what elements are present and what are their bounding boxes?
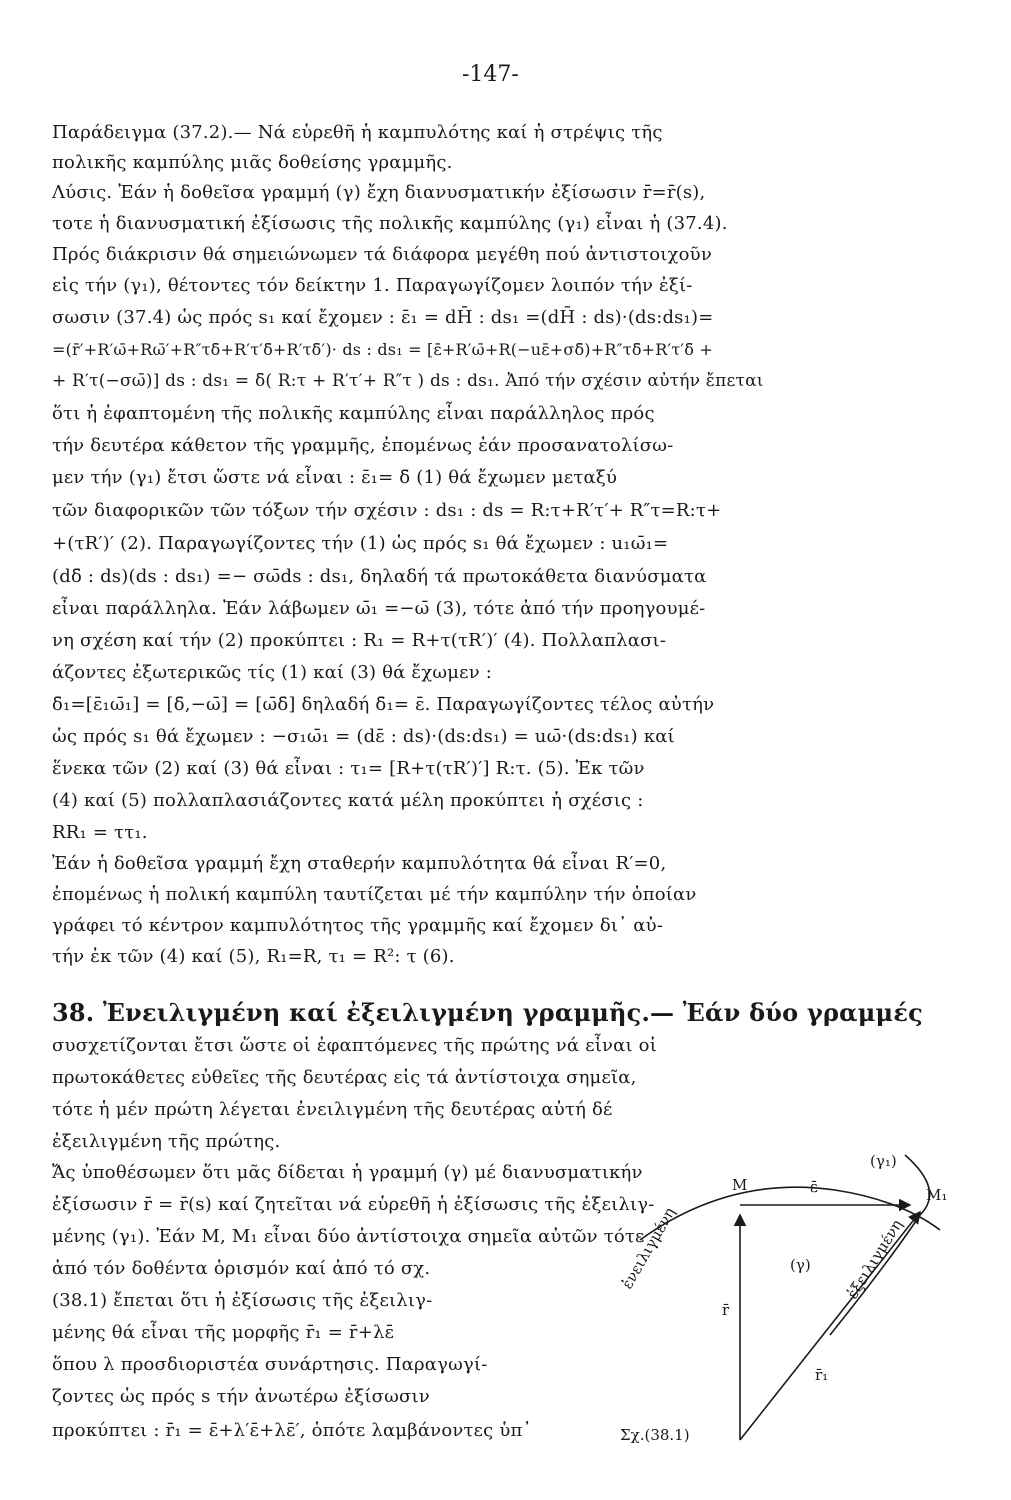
- text-line-6: εἰς τήν (γ₁), θέτοντες τόν δείκτην 1. Παραγωγίζομεν λοιπόν τήν ἐξί-: [52, 275, 693, 296]
- text-line-18: άζοντες ἐξωτερικῶς τίς (1) καί (3) θά ἔχωμεν :: [52, 662, 493, 683]
- text-line-30: πρωτοκάθετες εὐθεῖες τῆς δευτέρας εἰς τά ἀντίστοιχα σημεῖα,: [52, 1067, 637, 1088]
- text-line-5: Πρός διάκρισιν θά σημειώνωμεν τά διάφορα μεγέθη πού ἀντιστοιχοῦν: [52, 244, 712, 265]
- text-line-22: (4) καί (5) πολλαπλασιάζοντες κατά μέλη προκύπτει ἡ σχέσις :: [52, 790, 644, 811]
- text-line-14: +(τR′)′ (2). Παραγωγίζοντες τήν (1) ὡς πρός s₁ θά ἔχωμεν : u₁ω̄₁=: [52, 533, 669, 554]
- text-line-7: σωσιν (37.4) ὡς πρός s₁ καί ἔχομεν : ε̄₁ = dH̄ : ds₁ =(dH̄ : ds)·(ds:ds₁)=: [52, 307, 714, 328]
- text-line-19: δ̄₁=[ε̄₁ω̄₁] = [δ̄,−ω̄] = [ω̄δ̄] δηλαδή δ̄₁= ε̄. Παραγωγίζοντες τέλος αὐτήν: [52, 694, 715, 715]
- text-line-39: ὅπου λ προσδιοριστέα συνάρτησις. Παραγωγί-: [52, 1354, 488, 1375]
- text-line-34: ἐξίσωσιν r̄ = r̄(s) καί ζητεῖται νά εὑρεθῆ ἡ ἐξίσωσις τῆς ἐξειλιγ-: [52, 1194, 655, 1215]
- text-line-1: Παράδειγμα (37.2).— Νά εὑρεθῆ ἡ καμπυλότης καί ἡ στρέψις τῆς: [52, 122, 663, 143]
- label-involute: ἐνειλιγμένη: [617, 1204, 679, 1292]
- label-M: M: [732, 1176, 748, 1194]
- text-line-8: =(r̄′+R′ω̄+Rω̄′+R″τδ̄+R′τ′δ̄+R′τδ̄′)· ds : ds₁ = [ε̄+R′ω̄+R(−uε̄+σδ̄)+R″τδ̄+R′τ′δ̄ +: [52, 340, 713, 359]
- text-line-2: πολικῆς καμπύλης μιᾶς δοθείσης γραμμῆς.: [52, 152, 453, 173]
- label-gamma: (γ): [790, 1256, 811, 1274]
- label-evolute: ἐξειλιγμένη: [843, 1216, 907, 1303]
- text-line-16: εἶναι παράλληλα. Ἐάν λάβωμεν ω̄₁ =−ω̄ (3), τότε ἀπό τήν προηγουμέ-: [52, 598, 706, 619]
- text-line-29: συσχετίζονται ἔτσι ὥστε οἱ ἐφαπτόμενες τῆς πρώτης νά εἶναι οἱ: [52, 1035, 657, 1056]
- label-r1: r̄₁: [815, 1366, 829, 1384]
- text-line-38: μένης θά εἶναι τῆς μορφῆς r̄₁ = r̄+λε̄: [52, 1322, 395, 1343]
- text-line-23: RR₁ = ττ₁.: [52, 822, 148, 843]
- text-line-13: τῶν διαφορικῶν τῶν τόξων τήν σχέσιν : ds₁ : ds = R:τ+R′τ′+ R″τ=R:τ+: [52, 500, 722, 521]
- label-epsilon: ε̄: [810, 1178, 818, 1196]
- text-line-3: Λύσις. Ἐάν ἡ δοθεῖσα γραμμή (γ) ἔχη διανυσματικήν ἐξίσωσιν r̄=r̄(s),: [52, 182, 706, 203]
- section-heading: 38. Ἐνειλιγμένη καί ἐξειλιγμένη γραμμῆς.— Ἐάν δύο γραμμές: [52, 998, 923, 1027]
- text-line-15: (dδ̄ : ds)(ds : ds₁) =− σω̄ds : ds₁, δηλαδή τά πρωτοκάθετα διανύσματα: [52, 566, 707, 587]
- figure-caption: Σχ.(38.1): [620, 1426, 690, 1444]
- text-line-24: Ἐάν ἡ δοθεῖσα γραμμή ἔχη σταθερήν καμπυλότητα θά εἶναι R′=0,: [52, 853, 667, 874]
- figure-38-1: [600, 1150, 960, 1450]
- text-line-10: ὅτι ἡ ἐφαπτομένη τῆς πολικῆς καμπύλης εἶναι παράλληλος πρός: [52, 403, 655, 424]
- text-line-12: μεν τήν (γ₁) ἔτσι ὥστε νά εἶναι : ε̄₁= δ̄ (1) θά ἔχωμεν μεταξύ: [52, 467, 618, 488]
- text-line-20: ὡς πρός s₁ θά ἔχωμεν : −σ₁ω̄₁ = (dε̄ : ds)·(ds:ds₁) = uω̄·(ds:ds₁) καί: [52, 726, 675, 747]
- text-line-26: γράφει τό κέντρον καμπυλότητος τῆς γραμμῆς καί ἔχομεν δι᾽ αὐ-: [52, 915, 664, 936]
- text-line-17: νη σχέση καί τήν (2) προκύπτει : R₁ = R+τ(τR′)′ (4). Πολλαπλασι-: [52, 630, 667, 651]
- text-line-41: προκύπτει : r̄₁ = ε̄+λ′ε̄+λε̄′, ὁπότε λαμβάνοντες ὑπ᾽: [52, 1420, 532, 1441]
- page-number: -147-: [462, 62, 519, 87]
- text-line-4: τοτε ἡ διανυσματική ἐξίσωσις τῆς πολικῆς καμπύλης (γ₁) εἶναι ἡ (37.4).: [52, 213, 728, 234]
- text-line-25: ἐπομένως ἡ πολική καμπύλη ταυτίζεται μέ τήν καμπύλην τήν ὁποίαν: [52, 884, 697, 905]
- label-gamma1: (γ₁): [870, 1152, 897, 1170]
- label-r: r̄: [722, 1301, 730, 1319]
- text-line-11: τήν δευτέρα κάθετον τῆς γραμμῆς, ἐπομένως ἐάν προσανατολίσω-: [52, 435, 674, 456]
- text-line-21: ἕνεκα τῶν (2) καί (3) θά εἶναι : τ₁= [R+τ(τR′)′] R:τ. (5). Ἐκ τῶν: [52, 758, 645, 779]
- label-M1: M₁: [926, 1186, 948, 1204]
- text-line-27: τήν ἐκ τῶν (4) καί (5), R₁=R, τ₁ = R²: τ (6).: [52, 946, 455, 967]
- text-line-37: (38.1) ἔπεται ὅτι ἡ ἐξίσωσις τῆς ἐξειλιγ-: [52, 1290, 433, 1311]
- text-line-40: ζοντες ὡς πρός s τήν ἀνωτέρω ἐξίσωσιν: [52, 1386, 430, 1407]
- text-line-9: + R′τ(−σω̄)] ds : ds₁ = δ̄( R:τ + R′τ′+ R″τ ) ds : ds₁. Ἀπό τήν σχέσιν αὐτήν ἔπεται: [52, 371, 764, 391]
- text-line-33: Ἄς ὑποθέσωμεν ὅτι μᾶς δίδεται ἡ γραμμή (γ) μέ διανυσματικήν: [52, 1162, 643, 1183]
- text-line-32: ἐξειλιγμένη τῆς πρώτης.: [52, 1131, 281, 1152]
- text-line-36: ἀπό τόν δοθέντα ὁρισμόν καί ἀπό τό σχ.: [52, 1258, 431, 1279]
- text-line-35: μένης (γ₁). Ἐάν Μ, Μ₁ εἶναι δύο ἀντίστοιχα σημεῖα αὐτῶν τότε: [52, 1226, 645, 1247]
- text-line-31: τότε ἡ μέν πρώτη λέγεται ἐνειλιγμένη τῆς δευτέρας αὐτή δέ: [52, 1099, 613, 1120]
